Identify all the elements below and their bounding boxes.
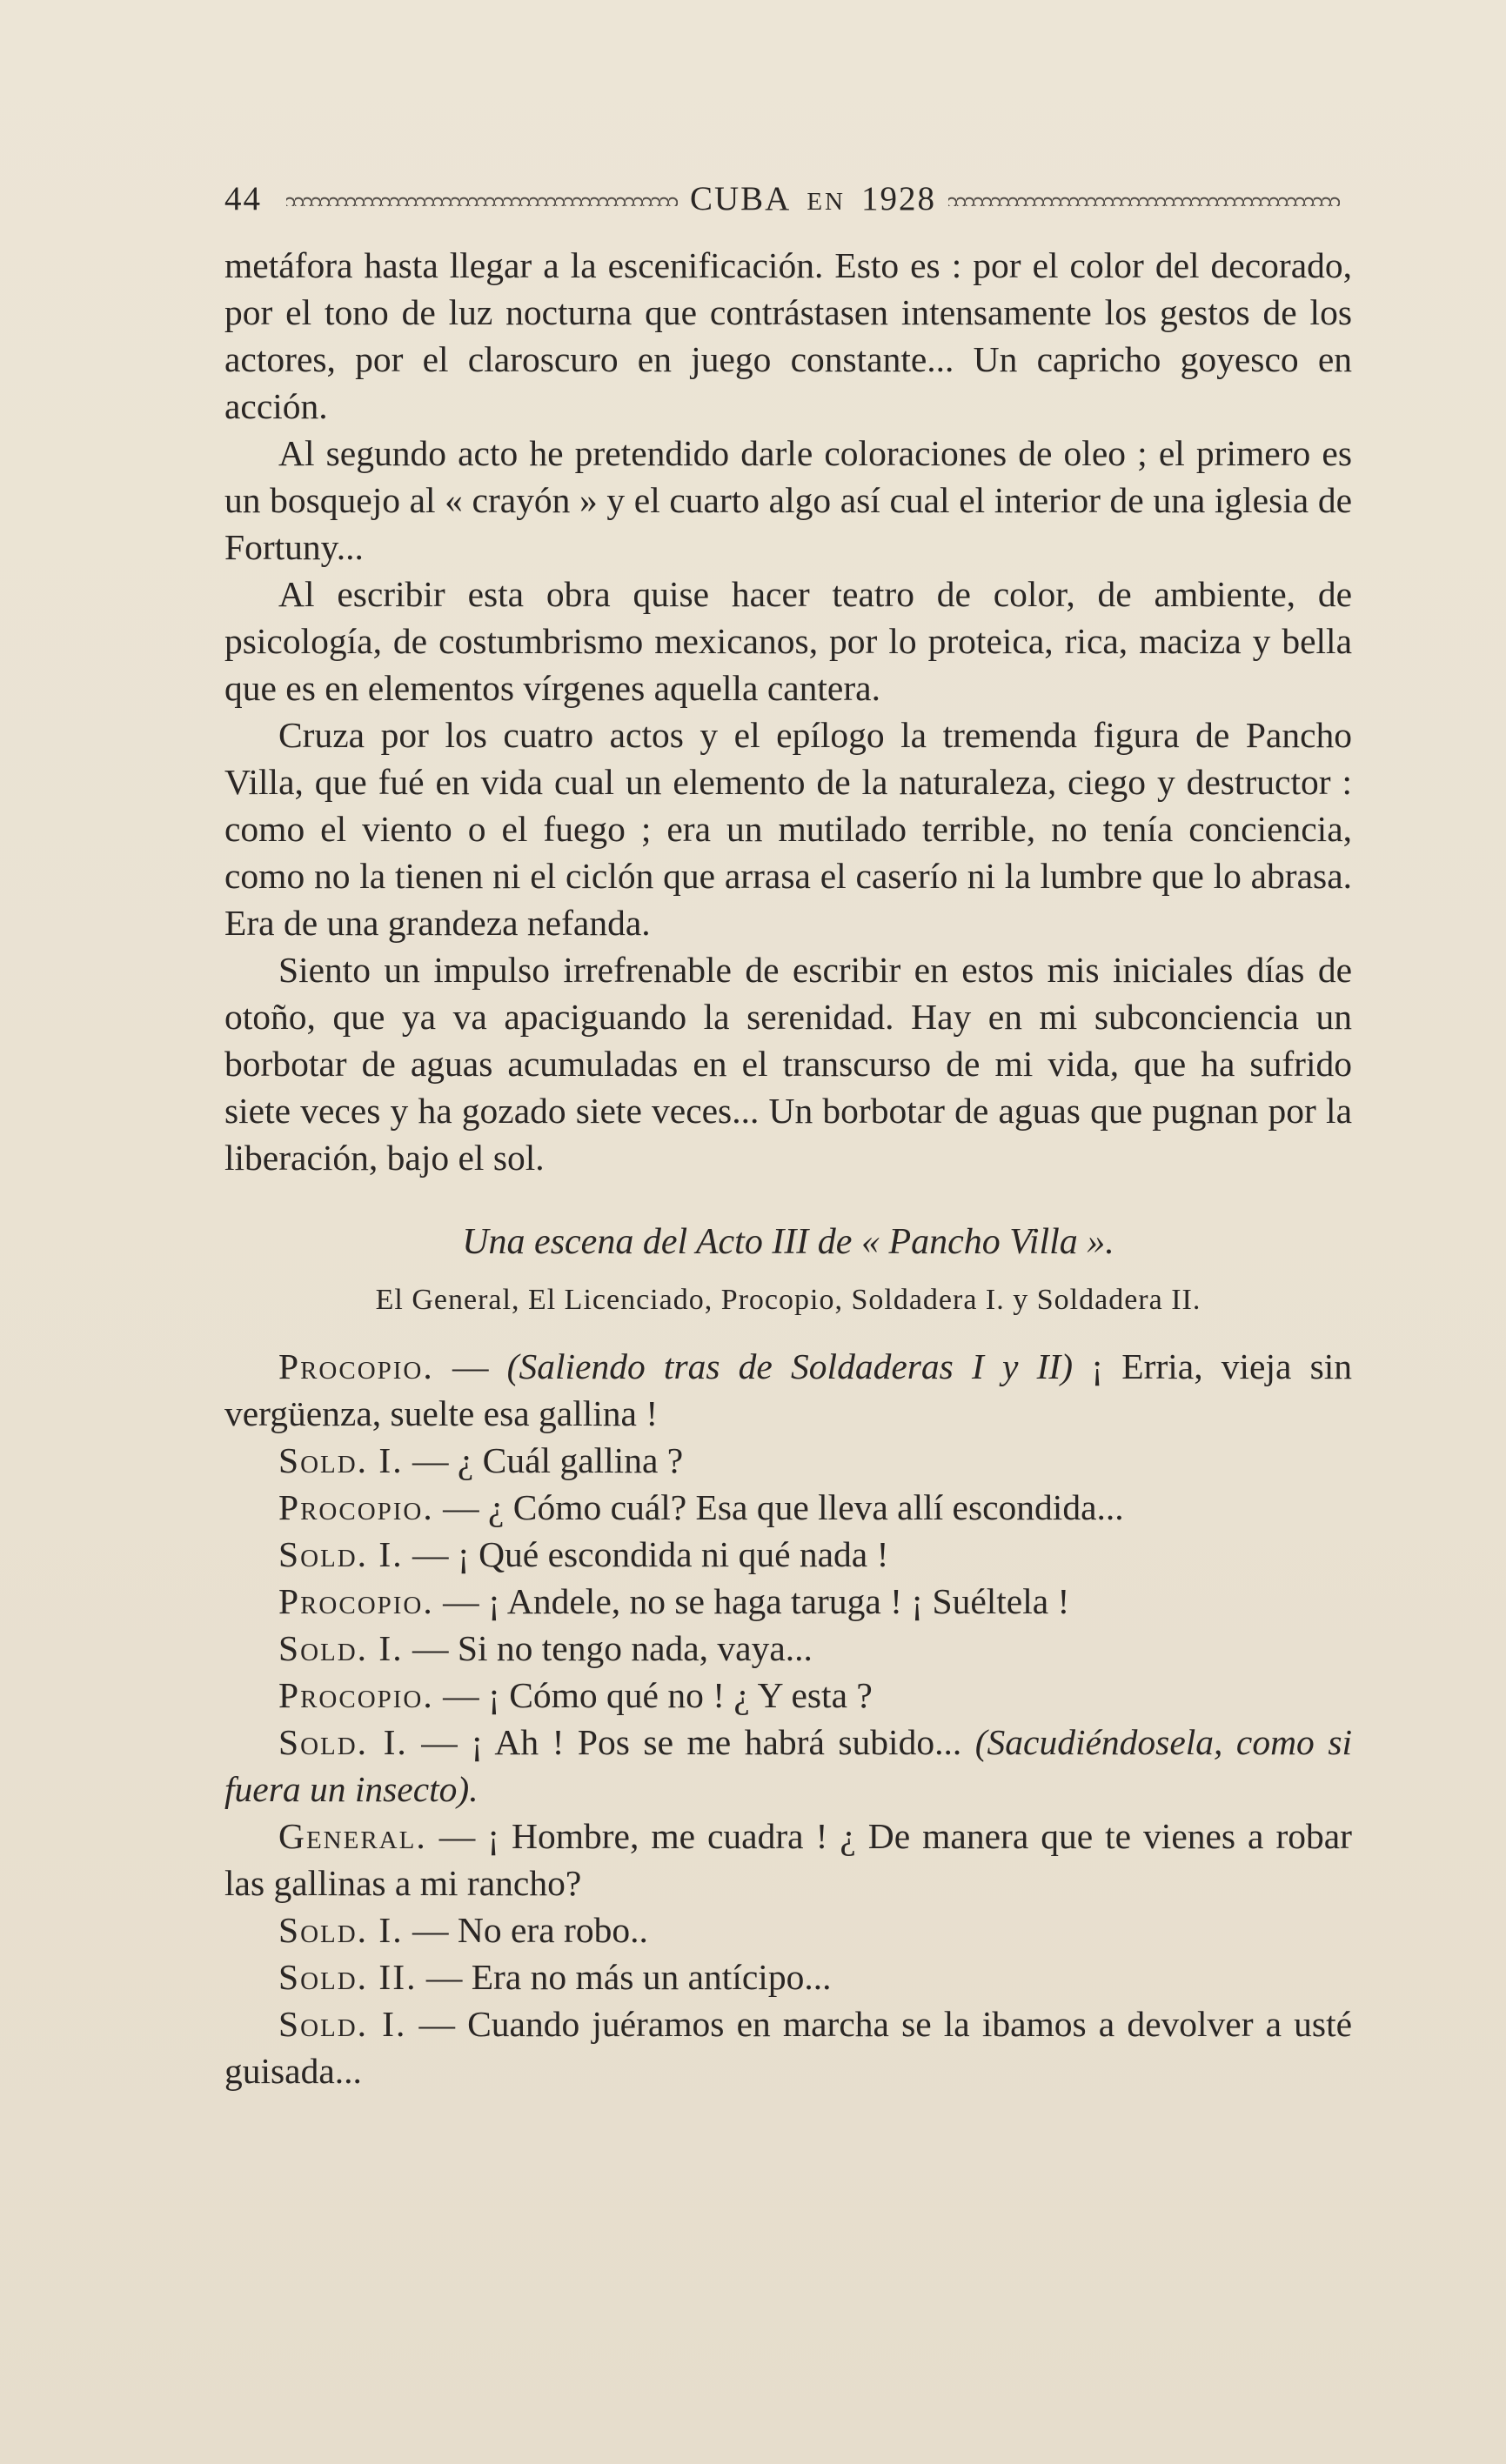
dialogue-line: [224, 1672, 1352, 1719]
paragraph: Cruza por los cuatro actos y el epílogo la tremenda figura de Pancho Villa, que fué en vida cual un elemento de la naturaleza, ciego y destructor : como el viento o el fuego ; era un mutilado terrible, no tenía conciencia, como no la tienen ni el ciclón que arrasa el caserío ni la lumbre que lo abrasa. Era de una grandeza nefanda.: [224, 715, 1352, 943]
running-title-small: EN: [807, 187, 847, 216]
stage-direction: (Saliendo tras de Soldaderas I y II): [506, 1346, 1074, 1386]
spoken-text: ¡ Ah ! Pos se me habrá subido...: [471, 1722, 962, 1762]
spoken-text: Si no tengo nada, vaya...: [457, 1628, 813, 1668]
dialogue-line: [224, 1437, 1352, 1484]
spoken-text: ¡ Qué escondida ni qué nada !: [457, 1534, 889, 1574]
running-title: [690, 179, 936, 218]
speaker-name: Sold. I.: [278, 1722, 408, 1762]
spoken-text: ¡ Cómo qué no ! ¿ Y esta ?: [488, 1675, 873, 1715]
dialogue-line: [224, 1953, 1352, 2000]
speaker-name: Procopio.: [278, 1675, 434, 1715]
dialogue-line: [224, 1625, 1352, 1672]
page-body: [224, 242, 1352, 2094]
ornament-rule-right: [948, 190, 1340, 206]
dialogue-line: [224, 2000, 1352, 2094]
spoken-text: ¿ Cómo cuál? Esa que lleva allí escondida...: [488, 1487, 1124, 1527]
spoken-text: Era no más un antícipo...: [471, 1957, 832, 1997]
em-dash: —: [452, 1346, 489, 1386]
em-dash: —: [418, 2004, 455, 2044]
stage-direction: (Sacudiéndosela, como si fuera un insecto).: [224, 1722, 1352, 1809]
em-dash: —: [421, 1722, 458, 1762]
spoken-text: ¡ Andele, no se haga taruga ! ¡ Suéltela !: [488, 1581, 1070, 1621]
dialogue-line: [224, 1906, 1352, 1953]
speaker-name: Sold. I.: [278, 1628, 404, 1668]
dialogue-line: [224, 1531, 1352, 1578]
em-dash: —: [412, 1628, 449, 1668]
em-dash: —: [443, 1581, 479, 1621]
speaker-name: Sold. I.: [278, 1534, 404, 1574]
dialogue-line: [224, 1343, 1352, 1437]
em-dash: —: [412, 1910, 449, 1950]
em-dash: —: [412, 1440, 449, 1480]
paragraph: Al escribir esta obra quise hacer teatro de color, de ambiente, de psicología, de costumbrismo mexicanos, por lo proteica, rica, maciza y bella que es en elementos vírgenes aquella cantera.: [224, 574, 1352, 708]
running-title-main: CUBA: [689, 179, 792, 217]
speaker-name: Procopio.: [278, 1581, 434, 1621]
speaker-name: Procopio.: [278, 1346, 434, 1386]
speaker-name: Sold. I.: [278, 1440, 404, 1480]
speaker-name: General.: [278, 1816, 427, 1856]
spoken-text: ¡ Hombre, me cuadra ! ¿ De manera que te vienes a robar las gallinas a mi rancho?: [224, 1816, 1353, 1903]
paragraph: Siento un impulso irrefrenable de escribir en estos mis iniciales días de otoño, que ya va apaciguando la serenidad. Hay en mi subconciencia un borbotar de aguas acumuladas en el transcurso de mi vida, que ha sufrido siete veces y ha gozado siete veces... Un borbotar de aguas que pugnan por la liberación, bajo el sol.: [224, 950, 1352, 1178]
scene-caption: Una escena del Acto III de « Pancho Villa ».: [462, 1222, 1114, 1262]
page-number: 44: [224, 179, 262, 217]
em-dash: —: [443, 1487, 479, 1527]
running-title-year: 1928: [861, 179, 937, 217]
speaker-name: Sold. II.: [278, 1957, 418, 1997]
paragraph: Al segundo acto he pretendido darle coloraciones de oleo ; el primero es un bosquejo al « crayón » y el cuarto algo así cual el interior de una iglesia de Fortuny...: [224, 433, 1352, 567]
dialogue-line: [224, 1484, 1352, 1531]
cast-list: El General, El Licenciado, Procopio, Soldadera I. y Soldadera II.: [375, 1284, 1201, 1316]
speaker-name: Sold. I.: [278, 1910, 404, 1950]
running-header: [224, 172, 1352, 224]
dialogue-line: [224, 1813, 1352, 1906]
spoken-text: No era robo..: [457, 1910, 648, 1950]
speaker-name: Sold. I.: [278, 2004, 407, 2044]
spoken-text: ¿ Cuál gallina ?: [457, 1440, 684, 1480]
spoken-text: ¡ Erria, vieja sin vergüenza, suelte esa gallina !: [224, 1346, 1353, 1433]
paragraph: metáfora hasta llegar a la escenificación. Esto es : por el color del decorado, por el tono de luz nocturna que contrástasen intensamente los gestos de los actores, por el claroscuro en juego constante... Un capricho goyesco en acción.: [224, 245, 1352, 426]
em-dash: —: [425, 1957, 463, 1997]
spoken-text: Cuando juéramos en marcha se la ibamos a devolver a usté guisada...: [224, 2004, 1353, 2091]
dialogue: [224, 1343, 1352, 2094]
ornament-rule-left: [286, 190, 678, 206]
em-dash: —: [443, 1675, 479, 1715]
speaker-name: Procopio.: [278, 1487, 434, 1527]
dialogue-line: [224, 1578, 1352, 1625]
em-dash: —: [412, 1534, 449, 1574]
dialogue-line: [224, 1719, 1352, 1813]
em-dash: —: [438, 1816, 476, 1856]
